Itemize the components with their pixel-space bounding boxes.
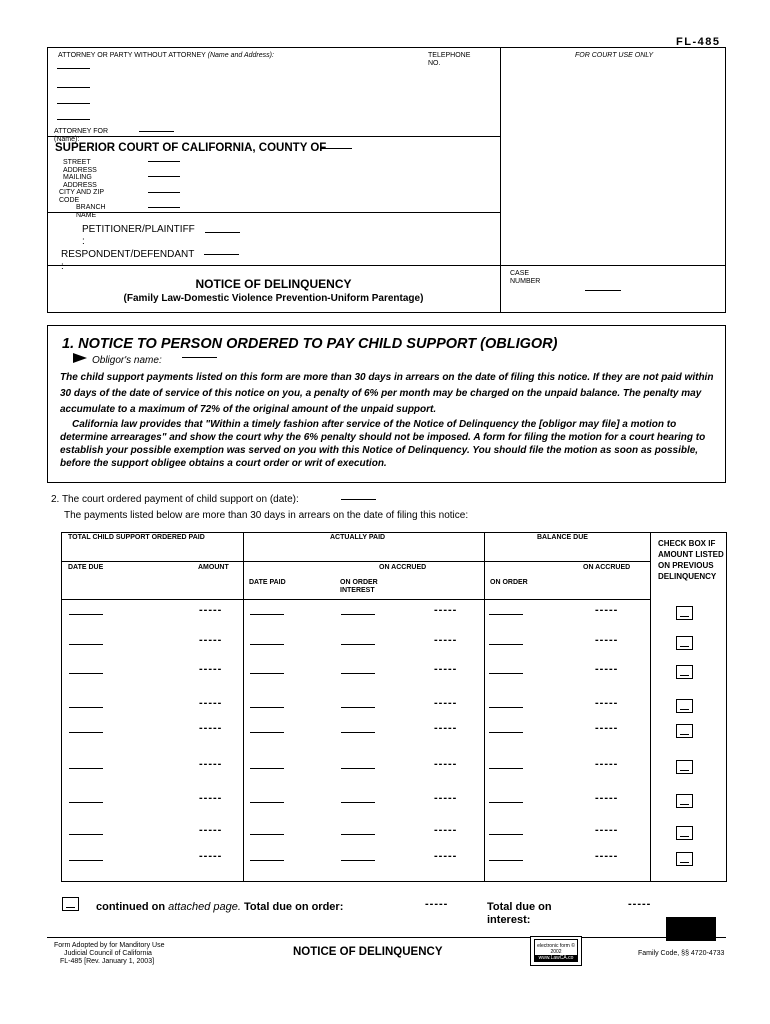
balance-accrued-value[interactable]: -----: [595, 697, 619, 709]
on-order-line[interactable]: [489, 834, 523, 835]
respondent-label: RESPONDENT/DEFENDANT :: [61, 249, 195, 272]
on-order-interest-line[interactable]: [341, 802, 375, 803]
balance-accrued-value[interactable]: -----: [595, 722, 619, 734]
on-accrued-value[interactable]: -----: [434, 663, 458, 675]
previous-delinquency-checkbox[interactable]: [676, 724, 693, 738]
date-due-line[interactable]: [69, 768, 103, 769]
electronic-form-badge: electronic form © 2002 www.LawCA.co: [530, 936, 582, 966]
attorney-address-line-1[interactable]: [57, 87, 90, 88]
date-paid-line[interactable]: [250, 707, 284, 708]
on-order-interest-line[interactable]: [341, 860, 375, 861]
on-order-line[interactable]: [489, 732, 523, 733]
sub-on-accrued-balance: ON ACCRUED: [583, 564, 631, 571]
on-accrued-value[interactable]: -----: [434, 697, 458, 709]
on-order-line[interactable]: [489, 768, 523, 769]
on-order-line[interactable]: [489, 707, 523, 708]
case-number-line[interactable]: [585, 290, 621, 291]
previous-delinquency-checkbox[interactable]: [676, 699, 693, 713]
on-order-interest-line[interactable]: [341, 673, 375, 674]
balance-accrued-value[interactable]: -----: [595, 663, 619, 675]
arrow-right-icon: [73, 353, 87, 363]
date-paid-line[interactable]: [250, 834, 284, 835]
balance-accrued-value[interactable]: -----: [595, 792, 619, 804]
on-order-line[interactable]: [489, 673, 523, 674]
continued-text: continued on attached page. Total due on order:: [96, 901, 344, 913]
attorney-address-line-3[interactable]: [57, 119, 90, 120]
previous-delinquency-checkbox[interactable]: [676, 606, 693, 620]
on-accrued-value[interactable]: -----: [434, 824, 458, 836]
amount-value[interactable]: -----: [199, 792, 223, 804]
date-due-line[interactable]: [69, 802, 103, 803]
balance-accrued-value[interactable]: -----: [595, 634, 619, 646]
section1-paragraph-2: California law provides that "Within a timely fashion after service of the Notice of Delinquency the [obligor may file] a motion to determine arrearages" and show the court why the 6% penalty should not be imposed. A form for filing the motion for a court hearing to establish your possible exemption was served on you with this Notice of Delinquency. You should file the motion as soon as possible, before the support obligee obtains a court order or writ of execution.: [60, 419, 706, 469]
sub-on-accrued: ON ACCRUED: [379, 564, 427, 571]
on-accrued-value[interactable]: -----: [434, 634, 458, 646]
attorney-for-label: ATTORNEY FOR (Name):: [54, 128, 109, 143]
sub-amount: AMOUNT: [198, 564, 229, 571]
on-order-interest-line[interactable]: [341, 644, 375, 645]
date-paid-line[interactable]: [250, 673, 284, 674]
mailing-line[interactable]: [148, 176, 180, 177]
amount-value[interactable]: -----: [199, 697, 223, 709]
date-due-line[interactable]: [69, 707, 103, 708]
previous-delinquency-checkbox[interactable]: [676, 794, 693, 808]
total-interest-value[interactable]: -----: [628, 898, 652, 910]
col-total-header: TOTAL CHILD SUPPORT ORDERED PAID: [68, 534, 205, 541]
form-id: FL-485: [676, 36, 721, 48]
continued-checkbox[interactable]: [62, 897, 79, 911]
amount-value[interactable]: -----: [199, 604, 223, 616]
date-due-line[interactable]: [69, 644, 103, 645]
petitioner-line[interactable]: [205, 232, 240, 233]
mailing-label: MAILING ADDRESS: [63, 174, 97, 189]
date-due-line[interactable]: [69, 834, 103, 835]
on-accrued-value[interactable]: -----: [434, 792, 458, 804]
amount-value[interactable]: -----: [199, 824, 223, 836]
col-check-header: CHECK BOX IF AMOUNT LISTED ON PREVIOUS DELINQUENCY: [658, 539, 724, 581]
date-paid-line[interactable]: [250, 644, 284, 645]
telephone-label: TELEPHONE NO.: [428, 52, 471, 67]
date-due-line[interactable]: [69, 860, 103, 861]
support-date-line[interactable]: [341, 499, 376, 500]
on-accrued-value[interactable]: -----: [434, 722, 458, 734]
street-line[interactable]: [148, 161, 180, 162]
total-interest-label: Total due on interest:: [487, 901, 552, 926]
street-label: STREET ADDRESS: [63, 159, 97, 174]
petitioner-label: PETITIONER/PLAINTIFF :: [82, 224, 195, 247]
court-use-label: FOR COURT USE ONLY: [575, 52, 654, 59]
section2-line-1: 2. The court ordered payment of child support on (date):: [51, 494, 299, 505]
on-order-line[interactable]: [489, 644, 523, 645]
branch-line[interactable]: [148, 207, 180, 208]
on-order-interest-line[interactable]: [341, 614, 375, 615]
obligor-name-line[interactable]: [182, 357, 217, 358]
footer-title: NOTICE OF DELINQUENCY: [293, 946, 443, 958]
sub-date-paid: DATE PAID: [249, 579, 286, 586]
previous-delinquency-checkbox[interactable]: [676, 760, 693, 774]
payments-table: [61, 532, 727, 882]
sub-on-order-interest: ON ORDER INTEREST: [340, 579, 378, 594]
previous-delinquency-checkbox[interactable]: [676, 852, 693, 866]
on-order-interest-line[interactable]: [341, 834, 375, 835]
section2-line-2: The payments listed below are more than 30 days in arrears on the date of filing this notice:: [64, 510, 469, 521]
on-order-interest-line[interactable]: [341, 732, 375, 733]
form-subtitle: (Family Law-Domestic Violence Prevention-Uniform Parentage): [123, 293, 424, 304]
date-paid-line[interactable]: [250, 860, 284, 861]
amount-value[interactable]: -----: [199, 634, 223, 646]
previous-delinquency-checkbox[interactable]: [676, 665, 693, 679]
balance-accrued-value[interactable]: -----: [595, 824, 619, 836]
attorney-address-line-2[interactable]: [57, 103, 90, 104]
date-paid-line[interactable]: [250, 802, 284, 803]
on-order-line[interactable]: [489, 614, 523, 615]
family-code: Family Code, §§ 4720-4733: [638, 950, 725, 957]
court-title: SUPERIOR COURT OF CALIFORNIA, COUNTY OF: [55, 142, 327, 154]
on-accrued-value[interactable]: -----: [434, 604, 458, 616]
previous-delinquency-checkbox[interactable]: [676, 826, 693, 840]
date-due-line[interactable]: [69, 673, 103, 674]
city-label: CITY AND ZIP CODE: [59, 189, 104, 204]
respondent-line[interactable]: [204, 254, 239, 255]
previous-delinquency-checkbox[interactable]: [676, 636, 693, 650]
col-actually-header: ACTUALLY PAID: [330, 534, 386, 541]
on-order-interest-line[interactable]: [341, 768, 375, 769]
amount-value[interactable]: -----: [199, 722, 223, 734]
city-line[interactable]: [148, 192, 180, 193]
amount-value[interactable]: -----: [199, 850, 223, 862]
date-due-line[interactable]: [69, 732, 103, 733]
attorney-name-line[interactable]: [57, 68, 90, 69]
adoption-note: Form Adopted by for Manditory Use Judicial Council of California FL-485 [Rev. January 1, 2003]: [54, 942, 165, 965]
date-due-line[interactable]: [69, 614, 103, 615]
date-paid-line[interactable]: [250, 732, 284, 733]
form-title: NOTICE OF DELINQUENCY: [195, 277, 352, 291]
attorney-for-line[interactable]: [139, 131, 174, 132]
header-box: [47, 47, 726, 313]
section1-paragraph-1: The child support payments listed on this form are more than 30 days in arrears on the date of filing this notice. If they are not paid within 30 days of the date of service of this notice on you, a penalty of 6% per month may be charged on the unpaid balance. The penalty may accumulate to a maximum of 72% of the original amount of the unpaid support.: [60, 372, 714, 415]
col-balance-header: BALANCE DUE: [537, 534, 588, 541]
county-line[interactable]: [320, 148, 352, 149]
amount-value[interactable]: -----: [199, 758, 223, 770]
on-order-line[interactable]: [489, 802, 523, 803]
balance-accrued-value[interactable]: -----: [595, 758, 619, 770]
on-accrued-value[interactable]: -----: [434, 758, 458, 770]
obligor-label: Obligor's name:: [92, 355, 162, 366]
attorney-label: ATTORNEY OR PARTY WITHOUT ATTORNEY (Name and Address):: [58, 52, 274, 59]
sub-on-order: ON ORDER: [490, 579, 528, 586]
total-order-value[interactable]: -----: [425, 898, 449, 910]
on-accrued-value[interactable]: -----: [434, 850, 458, 862]
amount-value[interactable]: -----: [199, 663, 223, 675]
case-number-label: CASE NUMBER: [510, 270, 541, 285]
on-order-line[interactable]: [489, 860, 523, 861]
section1-heading: 1. NOTICE TO PERSON ORDERED TO PAY CHILD SUPPORT (OBLIGOR): [62, 336, 558, 352]
sub-date-due: DATE DUE: [68, 564, 104, 571]
date-paid-line[interactable]: [250, 768, 284, 769]
branch-label: BRANCH NAME: [76, 204, 106, 219]
balance-accrued-value[interactable]: -----: [595, 604, 619, 616]
balance-accrued-value[interactable]: -----: [595, 850, 619, 862]
on-order-interest-line[interactable]: [341, 707, 375, 708]
date-paid-line[interactable]: [250, 614, 284, 615]
